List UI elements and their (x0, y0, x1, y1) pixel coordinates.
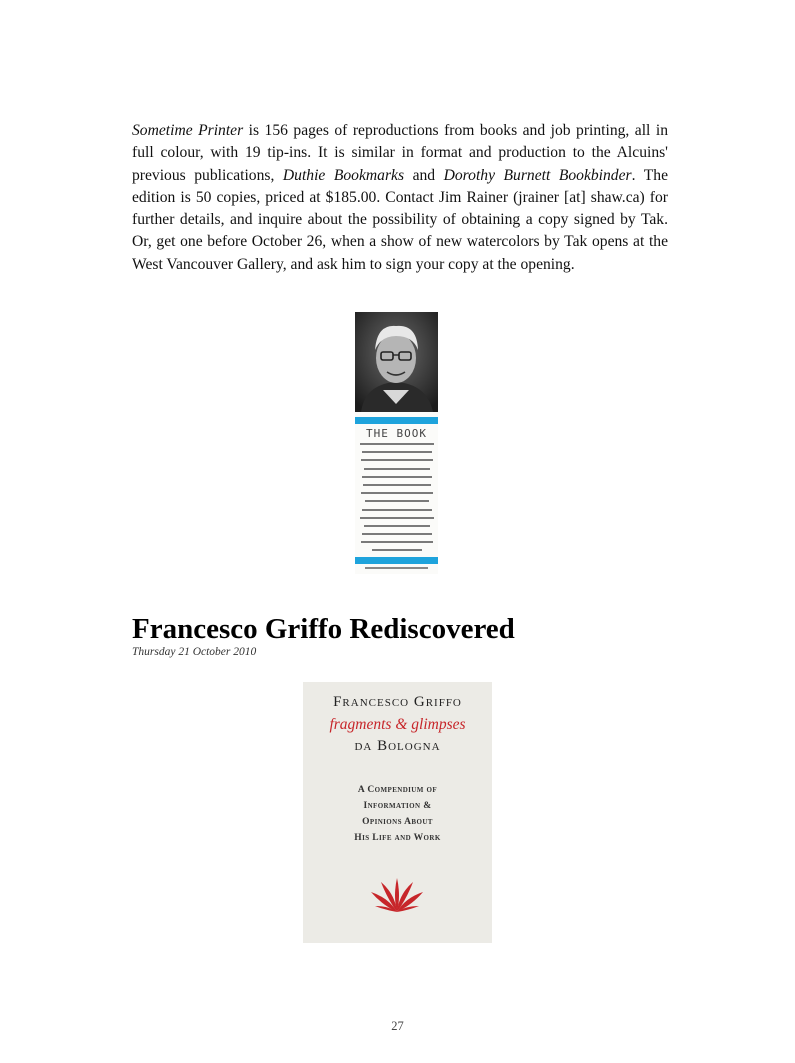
flower-ornament-icon (367, 872, 427, 914)
paragraph-text: . The edition is 50 copies, priced at $185.00. Contact Jim Rainer (jrainer [at] shaw.ca) for further details, and inquire about the possibility of obtaining a copy signed by Tak. Or, get one before October 26, when a show of new watercolors by Tak opens at the West Vancouver Gallery, and ask him to sign your copy at the opening. (132, 166, 669, 273)
griffo-book-cover (303, 682, 492, 943)
title-sometime-printer: Sometime Printer (132, 122, 244, 139)
intro-paragraph (132, 120, 668, 276)
cover-author: Francesco Griffo (333, 694, 462, 710)
title-duthie-bookmarks: Duthie Bookmarks (282, 166, 405, 184)
cover-desc-line: A Compendium of (357, 785, 438, 795)
article-heading: Francesco Griffo Rediscovered (132, 613, 515, 645)
paragraph-text: is 156 pages of reproductions from books and job printing, all in full colour, with 19 tip-ins. It is similar in format and production to the Alcuins' previous publications, (132, 122, 668, 184)
booklet-text-lines (358, 443, 435, 558)
cover-description (303, 782, 492, 846)
portrait-photo (355, 312, 438, 412)
cover-place: da Bologna (354, 738, 441, 754)
paragraph-text: and (404, 166, 444, 184)
article-date: Thursday 21 October 2010 (132, 646, 257, 658)
booklet-footer-line (365, 567, 428, 569)
page-number: 27 (391, 1019, 404, 1033)
title-dorothy-burnett: Dorothy Burnett Bookbinder (443, 166, 632, 184)
cover-desc-line: Opinions About (362, 817, 433, 827)
booklet-title: THE BOOK (366, 427, 427, 440)
cover-desc-line: His Life and Work (354, 833, 441, 843)
blue-stripe-top (355, 417, 438, 424)
cover-subtitle: fragments & glimpses (329, 716, 466, 733)
blue-stripe-bottom (355, 557, 438, 564)
tak-booklet-image (355, 312, 438, 574)
cover-desc-line: Information & (363, 801, 432, 811)
